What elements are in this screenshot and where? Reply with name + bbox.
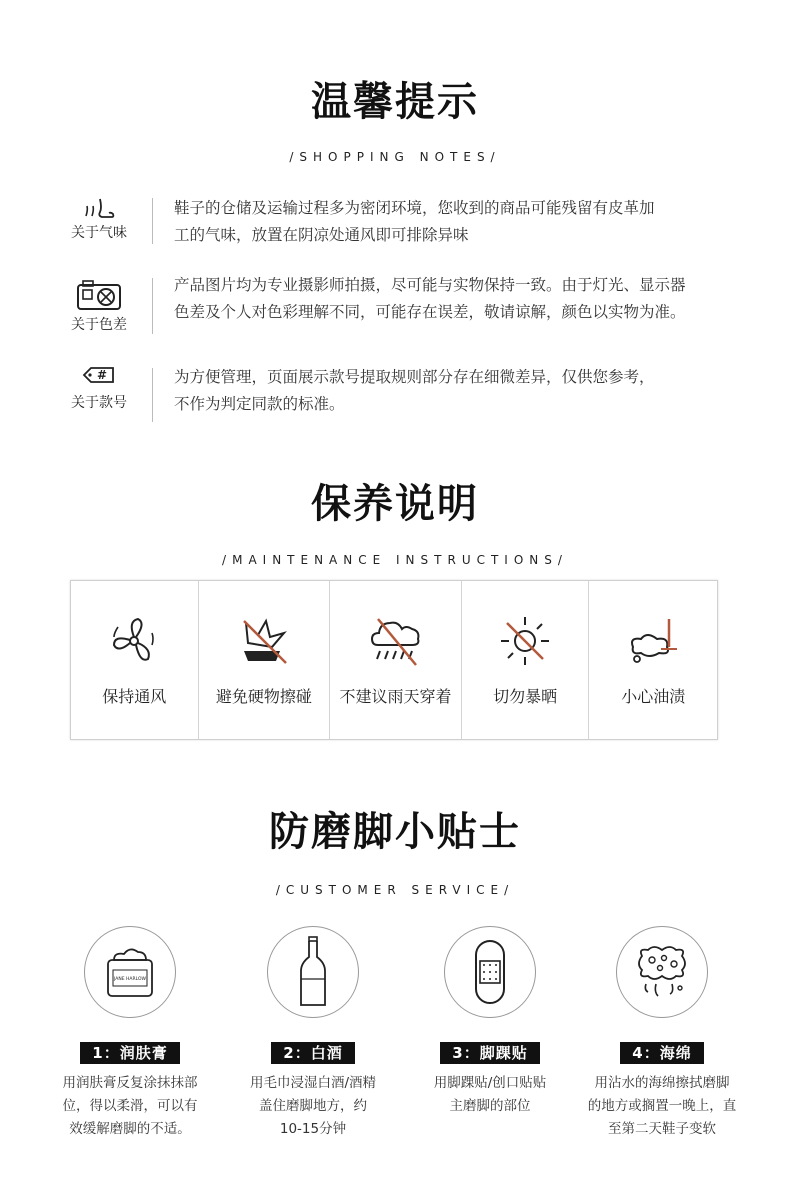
nose-icon <box>82 196 116 220</box>
tips-title: 防磨脚小贴士 <box>269 809 521 855</box>
tips-subtitle: /CUSTOMER SERVICE/ <box>275 883 515 897</box>
maintenance-grid <box>70 580 718 740</box>
note-text: 为方便管理，页面展示款号提取规则部分存在细微差异，仅供您参考， 不作为判定同款的标准。 <box>174 368 655 413</box>
divider <box>152 368 153 422</box>
tag-text: # <box>97 368 108 382</box>
tip-item-bandage <box>405 926 575 1118</box>
sponge-icon <box>632 944 692 1000</box>
divider <box>152 278 153 334</box>
maintenance-label: 小心油渍 <box>621 687 686 706</box>
tip-badge: 2：白酒 <box>271 1042 354 1064</box>
tip-item-liquor <box>228 926 398 1141</box>
cream-jar-icon <box>100 942 160 1002</box>
tip-description: 用脚踝贴/创口贴贴 主磨脚的部位 <box>433 1075 547 1114</box>
note-item-color <box>64 278 134 334</box>
tip-badge: 3：脚踝贴 <box>440 1042 539 1064</box>
tip-description: 用润肤膏反复涂抹抹部 位，得以柔滑，可以有 效缓解磨脚的不适。 <box>62 1075 198 1137</box>
tip-badge: 4：海绵 <box>620 1042 703 1064</box>
tip-icon-circle <box>84 926 176 1018</box>
note-label: 关于气味 <box>71 225 127 241</box>
maintenance-item-hard-object <box>199 581 331 739</box>
tip-badge: 1：润肤膏 <box>80 1042 179 1064</box>
maintenance-title: 保养说明 <box>311 481 479 527</box>
maintenance-label: 不建议雨天穿着 <box>339 687 452 706</box>
tip-description: 用毛巾浸湿白酒/酒精 盖住磨脚地方，约 10-15分钟 <box>249 1075 377 1137</box>
tip-icon-circle <box>444 926 536 1018</box>
note-item-style-number <box>64 366 134 412</box>
maintenance-item-ventilation <box>71 581 199 739</box>
tip-icon-circle <box>267 926 359 1018</box>
tip-item-cream <box>45 926 215 1141</box>
maintenance-label: 保持通风 <box>102 687 167 706</box>
note-label: 关于款号 <box>71 395 127 411</box>
jar-label: JANE HARLOW <box>114 977 146 982</box>
maintenance-item-oil <box>589 581 717 739</box>
maintenance-label: 切勿暴晒 <box>493 687 558 706</box>
no-hard-object-icon <box>236 613 292 669</box>
camera-icon <box>75 278 123 312</box>
bandage-icon <box>470 939 510 1005</box>
no-rain-icon <box>368 613 424 669</box>
maintenance-item-rain <box>330 581 462 739</box>
maintenance-item-sun <box>462 581 590 739</box>
divider <box>152 198 153 244</box>
maintenance-label: 避免硬物擦碰 <box>215 687 312 706</box>
oil-stain-icon <box>625 613 681 669</box>
note-text: 产品图片均为专业摄影师拍摄，尽可能与实物保持一致。由于灯光、显示器 色差及个人对色彩理解不同，可能存在误差，敬请谅解，颜色以实物为准。 <box>174 276 686 321</box>
tip-description: 用沾水的海绵擦拭磨脚 的地方或搁置一晚上，直 至第二天鞋子变软 <box>587 1075 737 1137</box>
maintenance-subtitle: /MAINTENANCE INSTRUCTIONS/ <box>222 553 568 567</box>
tip-item-sponge <box>577 926 747 1141</box>
bottle-icon <box>293 935 333 1009</box>
fan-icon <box>106 613 162 669</box>
note-label: 关于色差 <box>71 317 127 333</box>
notes-subtitle: /SHOPPING NOTES/ <box>289 150 501 164</box>
tip-icon-circle <box>616 926 708 1018</box>
note-text: 鞋子的仓储及运输过程多为密闭环境，您收到的商品可能残留有皮革加 工的气味，放置在阴凉处通风即可排除异味 <box>174 199 655 244</box>
notes-title: 温馨提示 <box>311 79 479 125</box>
tag-icon <box>82 366 116 384</box>
no-sun-icon <box>497 613 553 669</box>
note-item-smell <box>64 196 134 242</box>
